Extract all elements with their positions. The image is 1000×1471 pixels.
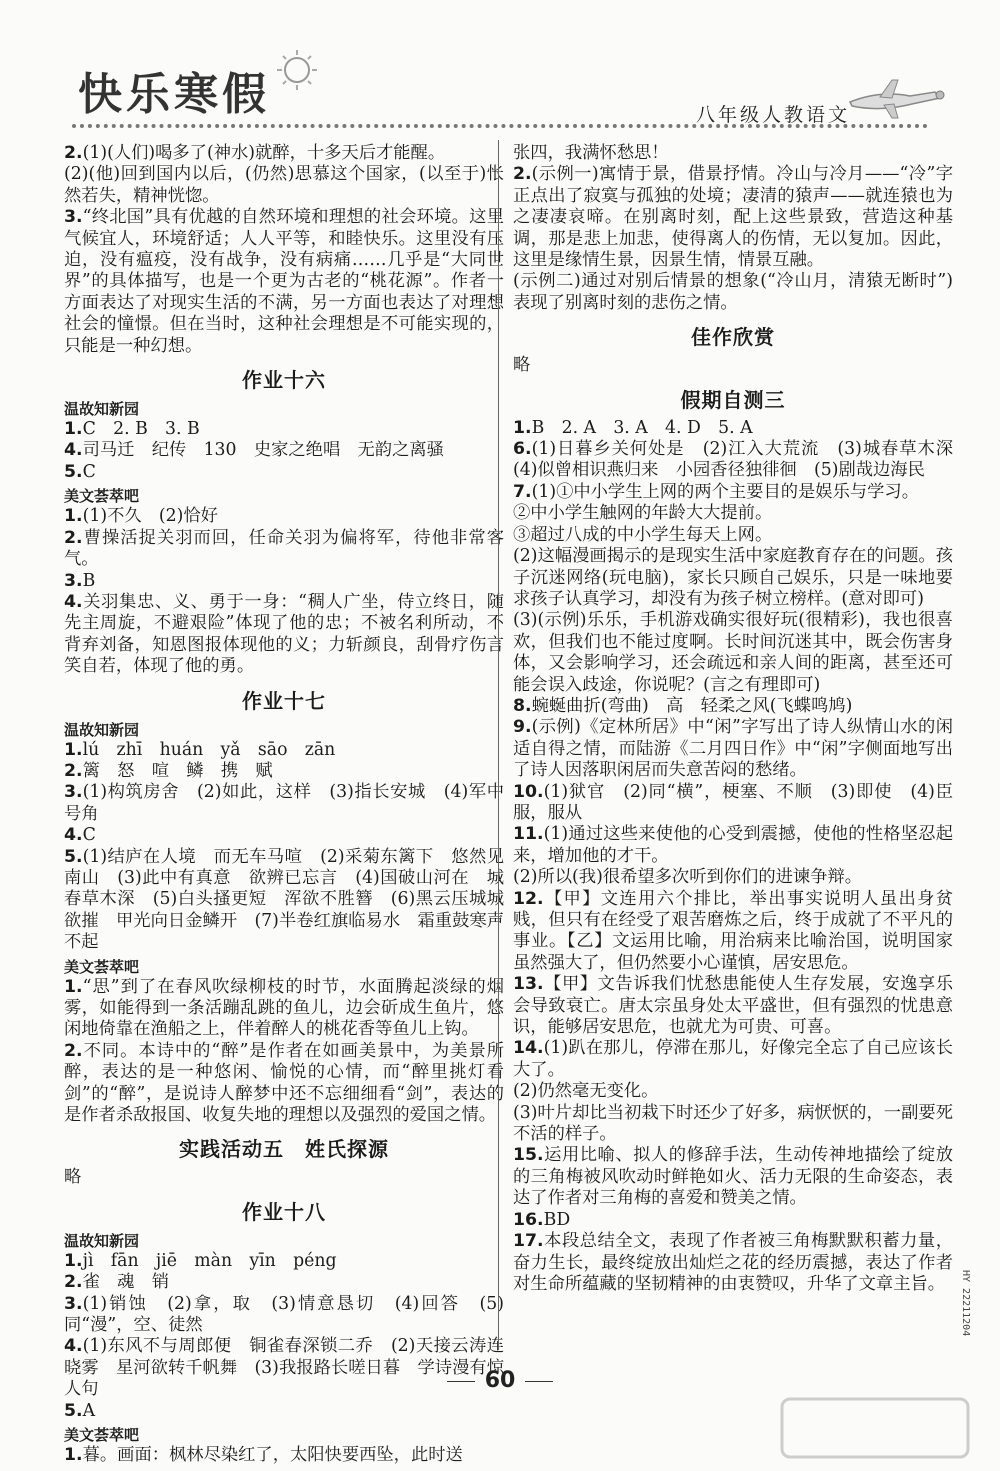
answer-text: BD bbox=[543, 1209, 571, 1230]
answer-line bbox=[513, 271, 953, 314]
answer-text: (2)所以(我)很希望多次听到你们的进谏争辩。 bbox=[513, 867, 863, 888]
answer-text: 蜿蜒曲折(弯曲) 高 轻柔之风(飞蝶鸣鸠) bbox=[531, 695, 853, 716]
question-number: 2. bbox=[64, 527, 83, 548]
answer-line bbox=[64, 143, 504, 164]
question-number: 3. bbox=[64, 1293, 83, 1314]
answer-line bbox=[513, 546, 953, 610]
answer-line bbox=[64, 506, 504, 527]
question-number: 1. bbox=[64, 506, 83, 527]
answer-text: C bbox=[82, 461, 96, 482]
answer-text: (1)构筑房舍 (2)如此，这样 (3)指长安城 (4)军中号角 bbox=[64, 782, 504, 824]
answer-text: (1)(人们)喝多了(神水)就醉，十多天后才能醒。 bbox=[82, 143, 446, 163]
answer-text: lú zhī huán yǎ sāo zān bbox=[82, 739, 336, 760]
answer-text: (示例二)通过对别后情景的想象(“冷山月，清猿无断时”)表现了别离时刻的悲伤之情。 bbox=[513, 271, 953, 313]
section-heading: 作业十八 bbox=[242, 1199, 326, 1224]
answer-line bbox=[513, 974, 953, 1038]
answer-text: 司马迁 纪传 130 史家之绝唱 无韵之离骚 bbox=[82, 440, 444, 461]
answer-line bbox=[513, 1231, 953, 1295]
question-number: 10. bbox=[513, 781, 544, 802]
question-number: 7. bbox=[513, 481, 532, 502]
question-number: 4. bbox=[64, 1336, 83, 1357]
answer-text: “终北国”具有优越的自然环境和理想的社会环境。这里气候宜人，环境舒适；人人平等，和睦快乐。这里没有压迫，没有瘟疫，没有战争，没有病痛……几乎是“大同世界”的具体描写，也是一个更为古老的“桃花源”。作者一方面表达了对现实生活的不满，另一方面也表达了对理想社会的憧憬。但在当时，这种社会理想是不可能实现的，只能是一种幻想。 bbox=[64, 207, 504, 356]
answer-text: ②中小学生触网的年龄大大提前。 bbox=[513, 503, 773, 524]
answer-line bbox=[513, 782, 953, 825]
answer-text: 不同。本诗中的“醉”是作者在如画美景中，为美景所醉，表达的是一种悠闲、愉悦的心情，而“醉里挑灯看剑”的“醉”，是说诗人醉梦中还不忘细细看“剑”，表达的是作者杀敌报国、收复失地的理想以及强烈的爱国之情。 bbox=[64, 1040, 504, 1126]
answer-line bbox=[64, 1401, 504, 1422]
answer-text: B bbox=[82, 570, 96, 591]
subsection-heading: 美文荟萃吧 bbox=[64, 957, 140, 976]
answer-line bbox=[513, 482, 953, 503]
question-number: 1. bbox=[64, 1445, 83, 1466]
section-heading: 假期自测三 bbox=[680, 387, 786, 412]
question-number: 9. bbox=[513, 717, 532, 738]
answer-line bbox=[513, 143, 953, 164]
footer-rule-right bbox=[525, 1381, 553, 1382]
question-number: 12. bbox=[513, 888, 544, 909]
answer-line bbox=[64, 977, 504, 1041]
subsection-heading: 美文荟萃吧 bbox=[64, 487, 140, 506]
answer-text: B 2. A 3. A 4. D 5. A bbox=[531, 417, 753, 438]
header-divider bbox=[72, 124, 928, 128]
answer-line bbox=[513, 418, 953, 439]
section-heading: 佳作欣赏 bbox=[691, 325, 775, 350]
subsection-heading: 美文荟萃吧 bbox=[64, 1426, 140, 1445]
answer-text: (1)①中小学生上网的两个主要目的是娱乐与学习。 bbox=[531, 481, 919, 502]
question-number: 17. bbox=[513, 1231, 544, 1252]
question-number: 3. bbox=[64, 570, 83, 591]
answer-text: (3)(示例)乐乐，手机游戏确实很好玩(很精彩)，我也很喜欢，但我们也不能过度啊。长时间沉迷其中，既会伤害身体，又会影响学习，还会疏远和亲人间的距离，甚至还可能会误入歧途，你说呢？(言之有理即可) bbox=[513, 610, 953, 695]
answer-text: “思”到了在春风吹绿柳枝的时节，水面腾起淡绿的烟雾，如能得到一条活蹦乱跳的鱼儿，边会斫成生鱼片，悠闲地倚靠在渔船之上，伴着醉人的桃花香等鱼儿上钩。 bbox=[64, 976, 504, 1040]
column-divider bbox=[498, 140, 499, 1350]
answer-text: (2)仍然毫无变化。 bbox=[513, 1081, 659, 1102]
answer-text: (2)这幅漫画揭示的是现实生活中家庭教育存在的问题。孩子沉迷网络(玩电脑)，家长只顾自己娱乐，只是一味地要求孩子认真学习，却没有为孩子树立榜样。(意对即可) bbox=[513, 546, 953, 609]
question-number: 3. bbox=[64, 782, 83, 803]
answer-line bbox=[64, 207, 504, 357]
answer-text: 略 bbox=[64, 1167, 82, 1188]
question-number: 14. bbox=[513, 1038, 544, 1059]
answer-line bbox=[513, 867, 953, 888]
answer-line bbox=[64, 164, 504, 207]
answer-text: C 2. B 3. B bbox=[82, 419, 200, 440]
answer-line bbox=[513, 696, 953, 717]
answer-text: 暮。画面：枫林尽染红了，太阳快要西坠，此时送 bbox=[82, 1445, 463, 1466]
page-number-footer bbox=[0, 1368, 1000, 1393]
question-number: 2. bbox=[64, 760, 83, 781]
answer-line bbox=[513, 717, 953, 781]
answer-line bbox=[64, 740, 504, 761]
question-number: 5. bbox=[64, 846, 83, 867]
question-number: 1. bbox=[513, 417, 532, 438]
grade-label: 八年级人教语文 bbox=[695, 104, 850, 126]
subsection-heading: 温故知新园 bbox=[64, 720, 140, 739]
answer-text: 曹操活捉关羽而回，任命关羽为偏将军，待他非常客气。 bbox=[64, 527, 504, 570]
answer-text: (1)东风不与周郎便 铜雀春深锁二乔 (2)天接云涛连晓雾 星河欲转千帆舞 (3)我报路长嗟日暮 学诗漫有惊人句 bbox=[64, 1336, 504, 1400]
answer-line bbox=[64, 571, 504, 592]
answer-line bbox=[64, 1251, 504, 1272]
question-number: 16. bbox=[513, 1209, 544, 1230]
answer-text: 本段总结全文，表现了作者被三角梅默默积蓄力量，奋力生长，最终绽放出灿烂之花的经历震撼，表达了作者对生命所蕴藏的坚韧精神的由衷赞叹，升华了文章主旨。 bbox=[513, 1231, 953, 1294]
answer-text: C bbox=[82, 825, 96, 846]
answer-text: 运用比喻、拟人的修辞手法，生动传神地描绘了绽放的三角梅被风吹动时鲜艳如火、活力无限的生命姿态，表达了作者对三角梅的喜爱和赞美之情。 bbox=[513, 1145, 953, 1209]
answer-text: (1)不久 (2)恰好 bbox=[82, 506, 218, 527]
question-number: 13. bbox=[513, 974, 544, 995]
answer-line bbox=[64, 761, 504, 782]
question-number: 1. bbox=[64, 419, 83, 440]
section-heading: 作业十七 bbox=[242, 688, 326, 713]
question-number: 11. bbox=[513, 824, 544, 845]
question-number: 2. bbox=[64, 1040, 83, 1061]
answer-line bbox=[64, 1294, 504, 1337]
answer-line bbox=[64, 1272, 504, 1293]
page-header bbox=[0, 0, 1000, 135]
answer-line bbox=[64, 782, 504, 825]
question-number: 5. bbox=[64, 461, 83, 482]
answer-text: (1)趴在那儿，停滞在那儿，好像完全忘了自己应该长大了。 bbox=[513, 1038, 953, 1080]
answer-text: (1)日暮乡关何处是 (2)江入大荒流 (3)城春草木深 (4)似曾相识燕归来 小园香径独徘徊 (5)剧哉边海民 bbox=[513, 439, 971, 481]
question-number: 2. bbox=[64, 1272, 83, 1293]
answer-text: (3)叶片却比当初栽下时还少了好多，病恹恹的，一副要死不活的样子。 bbox=[513, 1102, 953, 1145]
question-number: 4. bbox=[64, 591, 83, 612]
answer-line bbox=[64, 1041, 504, 1127]
answer-line bbox=[513, 889, 953, 975]
answer-text: 【甲】文连用六个排比，举出事实说明人虽出身贫贱，但只有在经受了艰苦磨炼之后，终于成就了不平凡的事业。【乙】文运用比喻，用治病来比喻治国，说明国家虽然强大了，但仍然要小心谨慎，居安思危。 bbox=[513, 888, 953, 973]
question-number: 1. bbox=[64, 976, 83, 997]
question-number: 2. bbox=[64, 143, 83, 163]
answer-line bbox=[513, 824, 953, 867]
brand-title: 快乐寒假 bbox=[78, 69, 270, 120]
answer-line bbox=[513, 1103, 953, 1146]
question-number: 6. bbox=[513, 439, 532, 460]
answer-text: 关羽集忠、义、勇于一身：“稠人广坐，侍立终日，随先主周旋，不避艰险”体现了他的忠；不被名利所动，不背弃刘备，知恩图报体现他的义；力斩颜良，刮骨疗伤言笑自若，体现了他的勇。 bbox=[64, 591, 504, 677]
answer-line bbox=[64, 847, 504, 954]
answer-text: (示例一)寓情于景，借景抒情。冷山与冷月——“冷”字正点出了寂寞与孤独的处境；凄清的猿声——就连猿也为之凄凄哀啼。在别离时刻，配上这些景致，营造这种基调，那是悲上加悲，使得离人的伤情，无以复加。因此，这里是缘情生景，因景生情，情景互融。 bbox=[513, 164, 953, 271]
page-number: 60 bbox=[484, 1368, 516, 1393]
answer-text: ③超过八成的中小学生每天上网。 bbox=[513, 524, 773, 545]
answer-text: 张四，我满怀愁思！ bbox=[513, 143, 669, 163]
answer-line bbox=[64, 825, 504, 846]
answer-line bbox=[64, 462, 504, 483]
sun-icon bbox=[262, 48, 332, 92]
answer-text: (1)狱官 (2)同“横”，梗塞、不顺 (3)即使 (4)臣服，服从 bbox=[513, 781, 953, 823]
right-column bbox=[513, 143, 971, 1295]
answer-text: (示例)《定林所居》中“闲”字写出了诗人纵情山水的闲适自得之情，而陆游《二月四日作》中“闲”字侧面地写出了诗人因落职闲居而失意苦闷的愁绪。 bbox=[513, 717, 953, 781]
section-heading: 作业十六 bbox=[242, 368, 326, 393]
answer-line bbox=[513, 525, 953, 546]
answer-line bbox=[513, 503, 953, 524]
question-number: 5. bbox=[64, 1400, 83, 1421]
question-number: 8. bbox=[513, 695, 532, 716]
question-number: 1. bbox=[64, 1250, 83, 1271]
answer-line bbox=[513, 355, 953, 376]
answer-line bbox=[64, 528, 504, 571]
answer-line bbox=[64, 1167, 504, 1188]
question-number: 2. bbox=[513, 164, 532, 185]
side-code: HY 22211204 bbox=[960, 1270, 971, 1337]
answer-text: (1)销蚀 (2)拿，取 (3)情意恳切 (4)回答 (5)同“漫”，空、徒然 bbox=[64, 1293, 504, 1336]
footer-rule-left bbox=[447, 1381, 475, 1382]
subsection-heading: 温故知新园 bbox=[64, 1231, 140, 1250]
question-number: 4. bbox=[64, 440, 83, 461]
answer-line bbox=[513, 439, 971, 482]
answer-text: (1)通过这些来使他的心受到震撼，使他的性格坚忍起来，增加他的才干。 bbox=[513, 824, 953, 866]
answer-line bbox=[513, 1210, 953, 1231]
answer-text: 【甲】文告诉我们忧愁患能使人生存发展，安逸享乐会导致衰亡。唐太宗虽身处太平盛世，但有强烈的忧患意识，能够居安思危，也就尤为可贵、可喜。 bbox=[513, 974, 953, 1038]
answer-line bbox=[64, 440, 504, 461]
answer-text: jì fān jiē màn yīn péng bbox=[82, 1250, 337, 1271]
answer-line bbox=[64, 592, 504, 678]
answer-line bbox=[513, 1145, 953, 1209]
answer-line bbox=[513, 1038, 953, 1081]
question-number: 4. bbox=[64, 825, 83, 846]
answer-text: A bbox=[82, 1400, 96, 1421]
question-number: 3. bbox=[64, 207, 83, 228]
watermark-logo bbox=[780, 1395, 970, 1461]
question-number: 1. bbox=[64, 739, 83, 760]
airplane-icon bbox=[840, 72, 950, 122]
answer-line bbox=[64, 419, 504, 440]
left-column bbox=[64, 143, 504, 1467]
answer-text: 篱 怒 喧 鳞 携 赋 bbox=[82, 760, 273, 781]
subsection-heading: 温故知新园 bbox=[64, 400, 140, 419]
answer-line bbox=[513, 164, 953, 271]
answer-line bbox=[513, 610, 953, 696]
answer-text: (1)结庐在人境 而无车马喧 (2)采菊东篱下 悠然见南山 (3)此中有真意 欲辨已忘言 (4)国破山河在 城春草木深 (5)白头搔更短 浑欲不胜簪 (6)黑云压城城欲摧 甲光向日金鳞开 (7)半卷红旗临易水 霜重鼓寒声不起 bbox=[64, 846, 504, 953]
answer-text: 略 bbox=[513, 355, 531, 376]
answer-text: 雀 魂 销 bbox=[82, 1272, 170, 1293]
section-heading: 实践活动五 姓氏探源 bbox=[179, 1137, 389, 1162]
answer-line bbox=[513, 1081, 953, 1102]
question-number: 15. bbox=[513, 1145, 544, 1166]
answer-line bbox=[64, 1445, 504, 1466]
answer-text: (2)(他)回到国内以后，(仍然)思慕这个国家，(以至于)怅然若失，精神恍惚。 bbox=[64, 164, 504, 206]
